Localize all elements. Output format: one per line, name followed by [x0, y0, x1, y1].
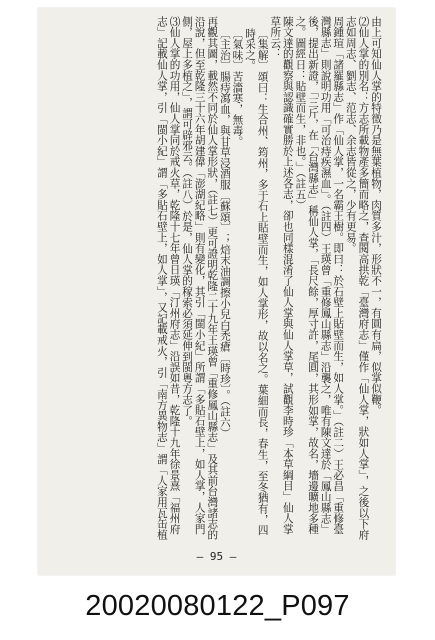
paragraph-4: 陳文達的觀察與認識確實勝於上述各志，卻也同樣混淆了仙人掌與仙人掌草，試觀李時珍「本草綱目」仙人掌草所云： — [269, 16, 294, 535]
paragraph-3: 周鍾瑄「諸羅縣志」作「仙人掌，一名霸王樹。即曰：於石壁上貼壁而生，如人掌。」（註二）王必昌「重修臺灣縣志」則說明功用「可治痔疾濕血」。（註四）王瑛曾「重修鳳山縣志」沿襲之，唯有陳文達於「鳳山縣志」後，提出新證，「三斤，在「台灣縣志」稱仙人掌，「長尺餘，厚寸許，尾圓，其形如掌，故名，墻邊曠地多種之。圖經日：貼壁而生，非也。」（註五） — [294, 16, 345, 535]
scanned-book-page — [38, 8, 395, 575]
image-caption: 20020080122_P097 — [85, 590, 350, 622]
paragraph-2: ⑵仙人掌的別名：方志所載物產多簡而略之，查閱高拱乾「臺灣府志」僅作「仙人掌，狀如人掌」，之後以下府志如周志、劉志、范志、余志皆從之，少有更易。 — [344, 16, 370, 540]
page-number: — 95 — — [196, 550, 237, 563]
paragraph-5: 再觀其圖，載然不同於仙人掌形狀，（註七）更可證明乾隆二十九年王瑛曾「重修鳳山縣志」及其前台灣諸志的沿說，但至乾隆三十六年胡建偉「澎湖紀略」則有變化，其引「閩小紀」所謂「多貼石壁上，如人掌，人家門側，屋上多植之」，謂可辟邪云。（註八）於是，仙人掌的稼索必須延伸到閩粵方志了。 — [181, 16, 219, 540]
quote-properties: 〔氣味〕苦濇寒，無毒。 — [231, 28, 244, 147]
body-text-columns — [52, 16, 382, 542]
paragraph-1: 由上可知仙人掌的特徵乃是無葉植物，肉質多汁，形狀不一，有圓有扁，似掌似鞭。 — [370, 16, 382, 416]
paragraph-6: ⑶仙人掌的功用，仙人掌同於戒火草，乾隆十七年曾日瑛「汀州府志」沿誤如昔，乾隆十九年徐景熹「福州府志」記載仙人掌，引「閩小紀」謂「多貼石壁上，如人掌」，又記載戒火，引「南方異物志」謂「人家用瓦缶植 — [155, 16, 181, 540]
quote-treatment: 〔主治〕腸痔瀉血，與甘草浸酒服〔蘇頌〕；焙末油調擦小兒白禿瘡〔時珍〕。（註六） — [218, 28, 231, 439]
quote-collection: 〔集解〕頌曰：生合州、筠州，多于石上貼壁而生，如人掌形，故以名之。葉細而長，春生，至冬猶有，四時采之。 — [244, 28, 269, 536]
